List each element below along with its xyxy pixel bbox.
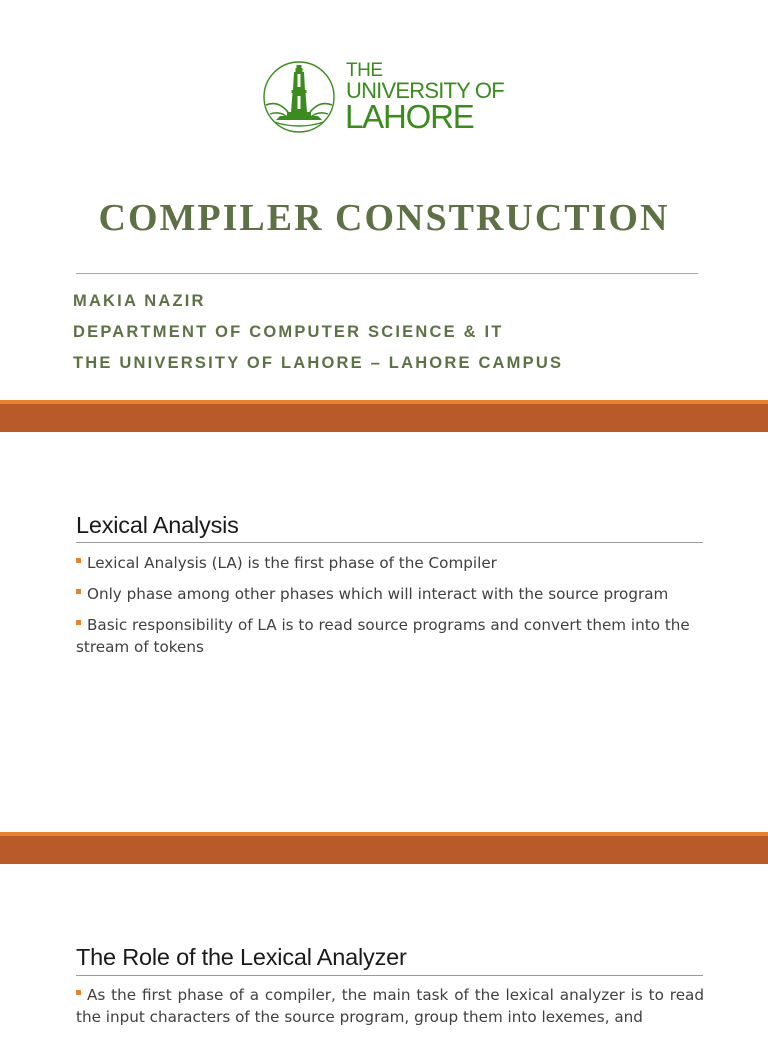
separator-band xyxy=(0,404,768,432)
minar-emblem-icon xyxy=(262,60,336,134)
presentation-title: COMPILER CONSTRUCTION xyxy=(98,197,670,239)
title-slide xyxy=(0,0,768,400)
logo-line-lahore: LAHORE xyxy=(345,98,474,135)
department-name: DEPARTMENT OF COMPUTER SCIENCE & IT xyxy=(73,323,504,341)
list-item xyxy=(76,552,704,574)
slide-separator xyxy=(0,400,768,432)
bullet-text: As the first phase of a compiler, the main task of the lexical analyzer is to read the input characters of the source program, group them into lexemes, and xyxy=(76,986,704,1026)
slide-separator xyxy=(0,832,768,864)
bullet-square-icon xyxy=(76,589,81,594)
bullet-square-icon xyxy=(76,620,81,625)
separator-band xyxy=(0,836,768,864)
slide-heading: The Role of the Lexical Analyzer xyxy=(76,944,407,970)
title-divider xyxy=(76,273,698,274)
heading-underline xyxy=(76,542,703,543)
bullet-text: Only phase among other phases which will interact with the source program xyxy=(87,585,669,603)
bullet-square-icon xyxy=(76,558,81,563)
bullet-text: Lexical Analysis (LA) is the first phase of the Compiler xyxy=(87,554,497,572)
logo-line-the: THE xyxy=(346,60,383,81)
list-item xyxy=(76,614,704,658)
campus-name: THE UNIVERSITY OF LAHORE – LAHORE CAMPUS xyxy=(73,354,564,372)
logo-line-university: UNIVERSITY OF xyxy=(346,78,504,103)
heading-underline xyxy=(76,975,703,976)
lexical-analysis-slide xyxy=(0,432,768,832)
lexical-analyzer-role-slide xyxy=(0,864,768,1024)
bullet-square-icon xyxy=(76,990,81,995)
list-item xyxy=(76,583,704,605)
author-name: MAKIA NAZIR xyxy=(73,292,206,310)
bullet-list xyxy=(76,984,704,1037)
list-item xyxy=(76,984,704,1028)
slide-heading: Lexical Analysis xyxy=(76,512,239,538)
bullet-text: Basic responsibility of LA is to read source programs and convert them into the stream of tokens xyxy=(76,616,690,656)
university-logo xyxy=(262,58,512,138)
bullet-list xyxy=(76,552,704,667)
